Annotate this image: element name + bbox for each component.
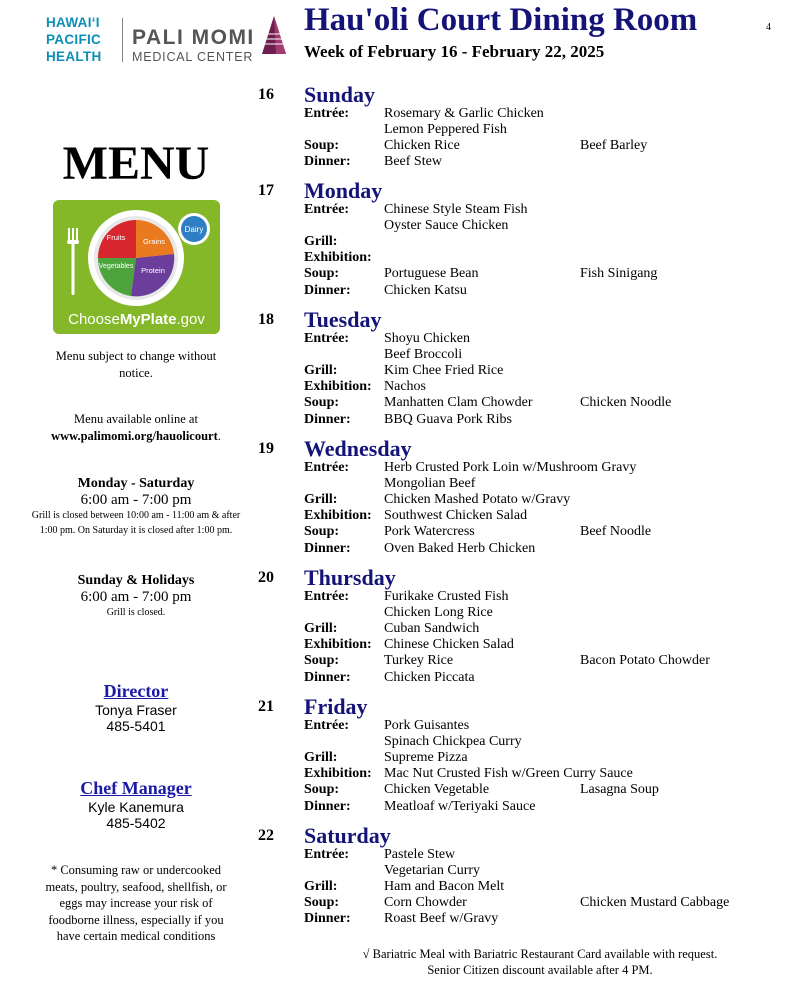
menu-row-label: Soup: (304, 524, 340, 540)
menu-item: Pork Watercress (384, 524, 475, 540)
day-name: Monday (304, 178, 383, 203)
menu-item: Shoyu Chicken (384, 331, 470, 346)
change-notice: Menu subject to change without notice. (55, 349, 217, 380)
menu-item-alt: Lasagna Soup (580, 782, 659, 798)
pali-momi-mountain-icon (256, 14, 292, 56)
menu-row-label: Exhibition: (304, 637, 372, 653)
menu-row-label: Grill: (304, 234, 338, 250)
day-name: Sunday (304, 82, 375, 107)
day-number: 21 (258, 698, 274, 715)
menu-row-label: Dinner: (304, 798, 351, 814)
menu-item: Kim Chee Fried Rice (384, 363, 504, 379)
online-url-link[interactable]: www.palimomi.org/hauolicourt (51, 429, 218, 443)
senior-note: Senior Citizen discount available after 4 PM. (427, 963, 653, 977)
menu-item-alt: Chicken Noodle (580, 395, 672, 411)
menu-row (0, 379, 810, 395)
menu-row (0, 766, 810, 782)
menu-item: Chinese Style Steam Fish (384, 202, 528, 217)
menu-row-label: Exhibition: (304, 379, 372, 395)
menu-row (0, 122, 810, 138)
menu-item: Roast Beef w/Gravy (384, 911, 499, 927)
menu-row-label: Dinner: (304, 540, 351, 556)
menu-item: Oven Baked Herb Chicken (384, 540, 536, 556)
logo-line-1: HAWAIʻI (46, 15, 100, 30)
hospital-logo (46, 14, 296, 66)
menu-row (0, 605, 810, 621)
menu-row (0, 283, 810, 299)
menu-item: Manhatten Clam Chowder (384, 395, 533, 411)
menu-row (0, 621, 810, 637)
menu-row (0, 589, 810, 605)
bariatric-note: √ Bariatric Meal with Bariatric Restaurant Card available with request. (362, 947, 718, 961)
day-number: 22 (258, 827, 274, 844)
menu-row (0, 524, 810, 540)
menu-row-label: Dinner: (304, 669, 351, 685)
menu-row (0, 476, 810, 492)
day-name: Tuesday (304, 307, 382, 332)
logo-divider (122, 18, 123, 62)
menu-row-label: Soup: (304, 266, 340, 282)
menu-row (0, 670, 810, 686)
myplate-protein-label: Protein (141, 266, 165, 275)
menu-row-label: Grill: (304, 879, 338, 895)
menu-row-label: Dinner: (304, 911, 351, 927)
medical-center-text: MEDICAL CENTER (132, 50, 254, 64)
menu-row-label: Grill: (304, 750, 338, 766)
menu-heading: MENU (62, 137, 210, 190)
menu-row (0, 331, 810, 347)
menu-row (0, 879, 810, 895)
menu-item: Lemon Peppered Fish (384, 122, 507, 138)
menu-item-alt: Fish Sinigang (580, 266, 658, 282)
menu-item: Chicken Katsu (384, 282, 467, 298)
menu-item: Cuban Sandwich (384, 621, 480, 637)
logo-line-2: PACIFIC (46, 32, 102, 47)
menu-item: Rosemary & Garlic Chicken (384, 106, 544, 121)
pali-momi-text: PALI MOMI (132, 26, 255, 49)
menu-row-label: Entrée: (304, 718, 350, 733)
menu-row-label: Entrée: (304, 589, 350, 604)
menu-row (0, 202, 810, 218)
menu-row-label: Soup: (304, 895, 340, 911)
menu-row (0, 847, 810, 863)
menu-row (0, 395, 810, 411)
myplate-vegetables-label: Vegetables (98, 263, 134, 270)
weekday-heading: Monday - Saturday (77, 476, 195, 491)
day-number: 20 (258, 569, 274, 586)
foodborne-disclaimer: * Consuming raw or undercooked meats, poultry, seafood, shellfish, or eggs may increase your risk of foodborne illness, especially if you have certain medical conditions (45, 863, 227, 943)
menu-row (0, 895, 810, 911)
menu-row (0, 492, 810, 508)
menu-item: Pork Guisantes (384, 718, 470, 733)
menu-item: Chicken Long Rice (384, 605, 493, 621)
menu-row-label: Dinner: (304, 282, 351, 298)
director-name: Tonya Fraser (95, 702, 177, 718)
menu-row (0, 347, 810, 363)
menu-item: Furikake Crusted Fish (384, 589, 509, 604)
day-number: 18 (258, 311, 274, 328)
menu-item: Supreme Pizza (384, 750, 468, 766)
page-number: 4 (766, 22, 771, 33)
chef-name: Kyle Kanemura (88, 799, 184, 815)
menu-item: Mac Nut Crusted Fish w/Green Curry Sauce (384, 766, 633, 782)
menu-item-alt: Bacon Potato Chowder (580, 653, 710, 669)
menu-row (0, 154, 810, 170)
menu-row-label: Grill: (304, 363, 338, 379)
menu-item: Oyster Sauce Chicken (384, 218, 509, 234)
menu-item: Herb Crusted Pork Loin w/Mushroom Gravy (384, 460, 637, 475)
menu-item: Chicken Rice (384, 138, 460, 154)
menu-row-label: Entrée: (304, 847, 350, 862)
day-name: Wednesday (304, 436, 412, 461)
chef-phone: 485-5402 (106, 815, 166, 831)
menu-row-label: Entrée: (304, 460, 350, 475)
menu-item: Chicken Vegetable (384, 782, 490, 798)
menu-row-label: Soup: (304, 782, 340, 798)
menu-row-label: Entrée: (304, 106, 350, 121)
menu-item-alt: Chicken Mustard Cabbage (580, 895, 730, 911)
menu-item: Pastele Stew (384, 847, 456, 862)
menu-row (0, 218, 810, 234)
page-title: Hau'oli Court Dining Room (304, 2, 698, 38)
hawaii-pacific-health-logo (46, 14, 102, 65)
menu-item: Nachos (384, 379, 426, 395)
menu-item: Chinese Chicken Salad (384, 637, 514, 653)
menu-row-label: Soup: (304, 138, 340, 154)
menu-row-label: Exhibition: (304, 508, 372, 524)
logo-line-3: HEALTH (46, 49, 102, 64)
menu-row (0, 734, 810, 750)
menu-item: Beef Stew (384, 154, 442, 170)
menu-row (0, 412, 810, 428)
online-notice-text: Menu available online at (74, 412, 198, 426)
director-phone: 485-5401 (106, 718, 166, 734)
choose-myplate-text (53, 311, 220, 328)
menu-row-label: Soup: (304, 395, 340, 411)
menu-row (0, 460, 810, 476)
menu-item: Portuguese Bean (384, 266, 479, 282)
menu-row-label: Dinner: (304, 154, 351, 170)
menu-row-label: Dinner: (304, 411, 351, 427)
menu-row (0, 250, 810, 266)
menu-item: Meatloaf w/Teriyaki Sauce (384, 798, 536, 814)
menu-row (0, 718, 810, 734)
menu-row (0, 863, 810, 879)
weekend-hours: 6:00 am - 7:00 pm (80, 589, 192, 605)
day-number: 16 (258, 86, 274, 103)
menu-row (0, 541, 810, 557)
menu-item: Mongolian Beef (384, 476, 476, 492)
menu-item: Chicken Piccata (384, 669, 475, 685)
menu-row (0, 234, 810, 250)
footer-notes (300, 946, 780, 978)
menu-item: Spinach Chickpea Curry (384, 734, 522, 750)
menu-item: Turkey Rice (384, 653, 454, 669)
menu-row (0, 363, 810, 379)
menu-row-label: Grill: (304, 621, 338, 637)
menu-row (0, 911, 810, 927)
menu-row-label: Entrée: (304, 202, 350, 217)
director-link[interactable]: Director (103, 681, 169, 701)
myplate-fruits-label: Fruits (106, 233, 126, 242)
menu-row-label: Entrée: (304, 331, 350, 346)
menu-row-label: Exhibition: (304, 250, 372, 266)
menu-item: BBQ Guava Pork Ribs (384, 411, 512, 427)
menu-item: Vegetarian Curry (384, 863, 481, 879)
day-name: Saturday (304, 823, 391, 848)
menu-row (0, 750, 810, 766)
menu-item-alt: Beef Barley (580, 138, 648, 154)
menu-item-alt: Beef Noodle (580, 524, 652, 540)
menu-item: Beef Broccoli (384, 347, 463, 363)
menu-row (0, 637, 810, 653)
day-name: Thursday (304, 565, 396, 590)
menu-item: Southwest Chicken Salad (384, 508, 528, 524)
cmp-post: .gov (176, 311, 205, 328)
menu-item: Chicken Mashed Potato w/Gravy (384, 492, 571, 508)
menu-row (0, 799, 810, 815)
cmp-bold: MyPlate (119, 311, 177, 328)
myplate-grains-label: Grains (142, 237, 166, 246)
menu-item: Corn Chowder (384, 895, 467, 911)
menu-row (0, 266, 810, 282)
weekday-hours: 6:00 am - 7:00 pm (80, 492, 192, 508)
menu-item: Ham and Bacon Melt (384, 879, 505, 895)
menu-row (0, 106, 810, 122)
menu-row-label: Exhibition: (304, 766, 372, 782)
menu-row (0, 138, 810, 154)
day-number: 19 (258, 440, 274, 457)
weekend-note: Grill is closed. (106, 607, 166, 618)
online-period: . (217, 429, 221, 443)
menu-row (0, 508, 810, 524)
menu-row (0, 653, 810, 669)
myplate-dairy-label: Dairy (184, 225, 204, 234)
day-number: 17 (258, 182, 274, 199)
chef-manager-link[interactable]: Chef Manager (80, 778, 192, 798)
weekday-note: Grill is closed between 10:00 am - 11:00 am & after 1:00 pm. On Saturday it is closed after 1:00 pm. (31, 510, 241, 536)
menu-row-label: Soup: (304, 653, 340, 669)
weekend-heading: Sunday & Holidays (77, 573, 195, 588)
menu-row-label: Grill: (304, 492, 338, 508)
cmp-pre: Choose (68, 311, 120, 328)
day-name: Friday (304, 694, 368, 719)
week-range: Week of February 16 - February 22, 2025 (304, 42, 605, 61)
menu-row (0, 782, 810, 798)
